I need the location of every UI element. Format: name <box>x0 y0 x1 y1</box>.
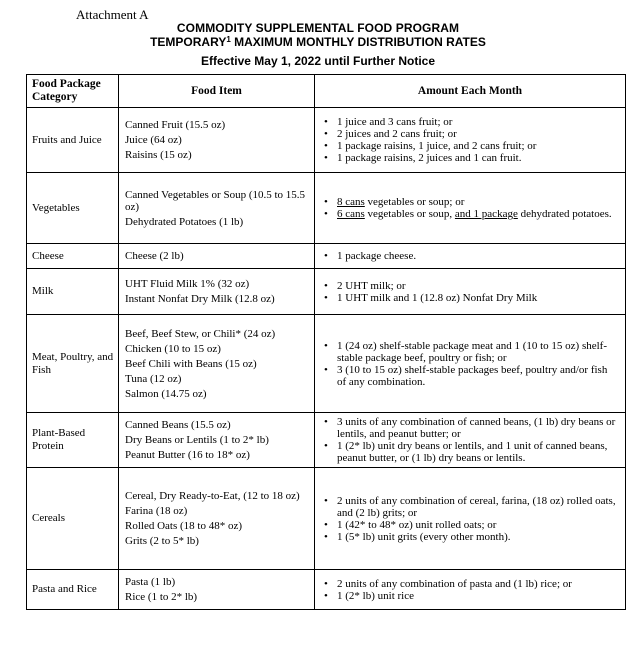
table-row <box>27 269 626 315</box>
column-header-amount: Amount Each Month <box>315 75 626 108</box>
amount-text: 1 package cheese. <box>337 250 417 262</box>
bullet-icon: • <box>324 589 328 602</box>
distribution-rates-table <box>26 74 626 610</box>
amount-list <box>323 250 619 262</box>
amount-text-part: 8 cans <box>337 196 365 208</box>
amount-text: 1 (5* lb) unit grits (every other month). <box>337 530 511 543</box>
food-item: Tuna (12 oz) <box>125 372 182 385</box>
amount-item <box>323 531 619 543</box>
effective-date: Effective May 1, 2022 until Further Notice <box>200 54 436 68</box>
amount-item <box>323 578 619 590</box>
amount-text-part: vegetables or soup, <box>364 208 455 220</box>
food-item: Beef, Beef Stew, or Chili* (24 oz) <box>125 327 276 340</box>
amount-text: 2 units of any combination of pasta and (1 lb) rice; or <box>337 577 572 590</box>
bullet-icon: • <box>324 196 328 208</box>
amount-cell <box>315 244 626 269</box>
bullet-icon: • <box>324 339 328 352</box>
food-item: Canned Beans (15.5 oz) <box>125 419 231 431</box>
food-item-cell <box>119 108 315 173</box>
amount-list <box>323 495 619 543</box>
amount-item <box>323 440 619 464</box>
food-item: Grits (2 to 5* lb) <box>125 535 199 547</box>
category-cell: Milk <box>27 269 119 315</box>
bullet-icon: • <box>324 116 328 128</box>
column-header-category: Food Package Category <box>27 75 119 108</box>
table-row <box>27 173 626 244</box>
food-item: Salmon (14.75 oz) <box>125 387 207 400</box>
bullet-icon: • <box>324 208 328 220</box>
food-item: Pasta (1 lb) <box>125 576 176 588</box>
bullet-icon: • <box>324 291 328 304</box>
amount-item <box>323 292 619 304</box>
amount-item <box>323 152 619 164</box>
amount-cell <box>315 108 626 173</box>
category-cell: Vegetables <box>27 173 119 244</box>
amount-list <box>323 340 619 388</box>
table-row <box>27 570 626 610</box>
amount-item <box>323 364 619 388</box>
amount-item <box>323 590 619 602</box>
food-item: Canned Vegetables or Soup (10.5 to 15.5 oz) <box>125 188 306 213</box>
amount-item <box>323 140 619 152</box>
bullet-icon: • <box>324 128 328 140</box>
amount-text-part: and 1 package <box>454 208 518 220</box>
amount-cell <box>315 173 626 244</box>
rates-title <box>0 35 636 49</box>
bullet-icon: • <box>324 152 328 164</box>
table-body <box>27 108 626 610</box>
food-item: Dehydrated Potatoes (1 lb) <box>125 215 244 228</box>
bullet-icon: • <box>324 140 328 152</box>
amount-text: 3 (10 to 15 oz) shelf-stable packages beef, poultry and/or fish of any combination. <box>337 363 608 388</box>
food-item-cell <box>119 244 315 269</box>
attachment-label: Attachment A <box>76 7 149 22</box>
amount-text: 2 units of any combination of cereal, farina, (18 oz) rolled oats, and (2 lb) grits; or <box>337 494 616 519</box>
amount-text: 2 juices and 2 cans fruit; or <box>337 128 457 140</box>
amount-text: 1 juice and 3 cans fruit; or <box>337 116 453 128</box>
food-item-cell <box>119 468 315 570</box>
food-item: Instant Nonfat Dry Milk (12.8 oz) <box>125 293 275 305</box>
food-item: Canned Fruit (15.5 oz) <box>125 119 226 131</box>
food-item-cell <box>119 570 315 610</box>
category-cell: Cereals <box>27 468 119 570</box>
amount-list <box>323 280 619 304</box>
amount-item <box>323 208 619 220</box>
amount-list <box>323 116 619 164</box>
amount-text: 2 UHT milk; or <box>337 279 406 292</box>
amount-text: 1 (2* lb) unit dry beans or lentils, and 1 unit of canned beans, peanut butter, or (1 lb) dry beans or lentils. <box>337 440 608 464</box>
amount-item <box>323 196 619 208</box>
food-item: Raisins (15 oz) <box>125 149 192 161</box>
table-row <box>27 244 626 269</box>
bullet-icon: • <box>324 530 328 543</box>
bullet-icon: • <box>324 440 328 452</box>
category-cell: Pasta and Rice <box>27 570 119 610</box>
column-header-food-item: Food Item <box>119 75 315 108</box>
amount-text: 1 package raisins, 2 juices and 1 can fruit. <box>337 152 522 164</box>
amount-item <box>323 416 619 440</box>
amount-item <box>323 128 619 140</box>
bullet-icon: • <box>324 577 328 590</box>
food-item: Cereal, Dry Ready-to-Eat, (12 to 18 oz) <box>125 490 300 502</box>
footnote-marker: 1 <box>226 35 231 44</box>
food-item: Chicken (10 to 15 oz) <box>125 342 221 355</box>
category-cell: Meat, Poultry, and Fish <box>27 315 119 413</box>
food-item: Rolled Oats (18 to 48* oz) <box>125 520 243 532</box>
food-item: Juice (64 oz) <box>125 134 182 146</box>
food-item: Dry Beans or Lentils (1 to 2* lb) <box>125 434 269 446</box>
category-cell: Plant-Based Protein <box>27 413 119 468</box>
rates-title-post: MAXIMUM MONTHLY DISTRIBUTION RATES <box>230 35 486 49</box>
amount-text: 1 (24 oz) shelf-stable package meat and 1 (10 to 15 oz) shelf-stable package beef, poultry or fish; or <box>337 339 608 364</box>
amount-text: 1 UHT milk and 1 (12.8 oz) Nonfat Dry Milk <box>337 291 538 304</box>
bullet-icon: • <box>324 416 328 428</box>
amount-text-part: vegetables or soup; or <box>364 196 465 208</box>
amount-list <box>323 416 619 464</box>
bullet-icon: • <box>324 518 328 531</box>
amount-text: 3 units of any combination of canned beans, (1 lb) dry beans or lentils, and peanut butter; or <box>337 416 616 440</box>
amount-cell <box>315 315 626 413</box>
amount-cell <box>315 468 626 570</box>
amount-text-part: dehydrated potatoes. <box>517 208 612 220</box>
amount-item <box>323 280 619 292</box>
amount-text: 1 (2* lb) unit rice <box>337 589 414 602</box>
table-header-row <box>27 75 626 108</box>
bullet-icon: • <box>324 363 328 376</box>
table-row <box>27 413 626 468</box>
food-item-cell <box>119 173 315 244</box>
food-item: UHT Fluid Milk 1% (32 oz) <box>125 278 250 290</box>
amount-text: 1 package raisins, 1 juice, and 2 cans fruit; or <box>337 140 537 152</box>
bullet-icon: • <box>324 494 328 507</box>
table-row <box>27 468 626 570</box>
food-item: Farina (18 oz) <box>125 505 188 517</box>
rates-title-pre: TEMPORARY <box>150 35 227 49</box>
amount-cell <box>315 570 626 610</box>
food-item: Cheese (2 lb) <box>125 250 184 262</box>
amount-cell <box>315 413 626 468</box>
amount-text-part: 6 cans <box>337 208 365 220</box>
food-item-cell <box>119 315 315 413</box>
table-row <box>27 108 626 173</box>
food-item-cell <box>119 269 315 315</box>
program-title: COMMODITY SUPPLEMENTAL FOOD PROGRAM <box>176 21 460 35</box>
food-item: Beef Chili with Beans (15 oz) <box>125 357 257 370</box>
amount-item <box>323 340 619 364</box>
table-row <box>27 315 626 413</box>
food-item-cell <box>119 413 315 468</box>
amount-item <box>323 519 619 531</box>
category-cell: Cheese <box>27 244 119 269</box>
amount-item <box>323 495 619 519</box>
category-cell: Fruits and Juice <box>27 108 119 173</box>
amount-list <box>323 196 619 220</box>
food-item: Peanut Butter (16 to 18* oz) <box>125 449 250 461</box>
bullet-icon: • <box>324 250 328 262</box>
amount-item <box>323 116 619 128</box>
amount-text: 1 (42* to 48* oz) unit rolled oats; or <box>337 518 497 531</box>
amount-item <box>323 250 619 262</box>
food-item: Rice (1 to 2* lb) <box>125 591 198 603</box>
amount-cell <box>315 269 626 315</box>
bullet-icon: • <box>324 279 328 292</box>
amount-list <box>323 578 619 602</box>
